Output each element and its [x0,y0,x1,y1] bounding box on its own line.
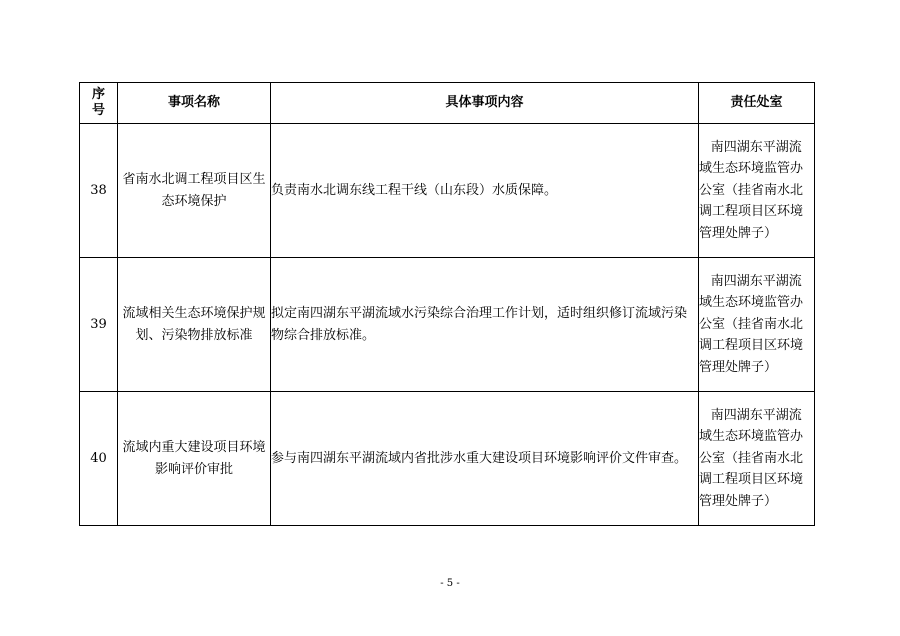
table-header-row [80,83,815,124]
row-office-text: 南四湖东平湖流域生态环境监管办公室（挂省南水北调工程项目区环境管理处牌子） [699,273,804,375]
row-matter-content: 负责南水北调东线工程干线（山东段）水质保障。 [271,124,699,258]
table-row [80,124,815,258]
matters-table [79,82,815,526]
row-number: 40 [80,392,118,526]
table-row [80,392,815,526]
row-office-text: 南四湖东平湖流域生态环境监管办公室（挂省南水北调工程项目区环境管理处牌子） [699,407,804,509]
header-no [80,83,118,124]
row-matter-name: 流域相关生态环境保护规划、污染物排放标准 [118,258,271,392]
row-responsible-office [699,124,815,258]
row-number: 38 [80,124,118,258]
table-row [80,258,815,392]
header-name: 事项名称 [118,83,271,124]
page-number: - 5 - [440,578,460,589]
row-matter-content: 拟定南四湖东平湖流域水污染综合治理工作计划，适时组织修订流域污染物综合排放标准。 [271,258,699,392]
row-responsible-office [699,258,815,392]
row-matter-content: 参与南四湖东平湖流域内省批涉水重大建设项目环境影响评价文件审查。 [271,392,699,526]
row-office-text: 南四湖东平湖流域生态环境监管办公室（挂省南水北调工程项目区环境管理处牌子） [699,139,804,241]
header-content: 具体事项内容 [271,83,699,124]
row-responsible-office [699,392,815,526]
header-no-label: 序号 [91,87,105,118]
header-office: 责任处室 [699,83,815,124]
row-number: 39 [80,258,118,392]
row-matter-name: 省南水北调工程项目区生态环境保护 [118,124,271,258]
row-matter-name: 流域内重大建设项目环境影响评价审批 [118,392,271,526]
